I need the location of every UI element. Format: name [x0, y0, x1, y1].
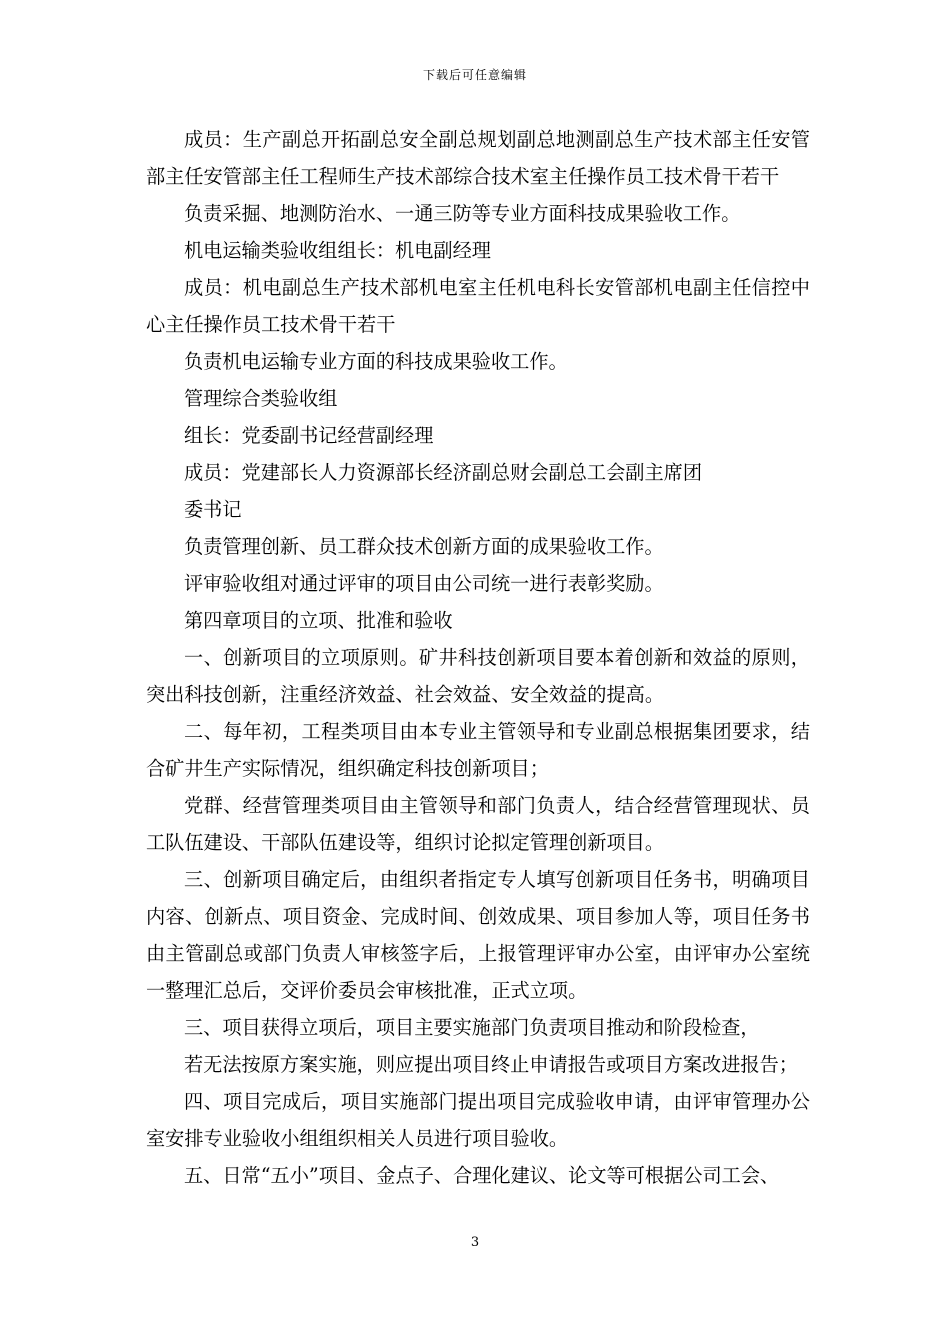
paragraph-party-projects: 党群、经营管理类项目由主管领导和部门负责人，结合经营管理现状、员工队伍建设、干部队伍建设等，组织讨论拟定管理创新项目。 [146, 794, 810, 854]
paragraph-management-leader: 组长：党委副书记经营副经理 [184, 424, 434, 447]
paragraph-item-1: 一、创新项目的立项原则。矿井科技创新项目要本着创新和效益的原则，突出科技创新，注重经济效益、社会效益、安全效益的提高。 [146, 646, 810, 706]
paragraph-award: 评审验收组对通过评审的项目由公司统一进行表彰奖励。 [184, 572, 664, 595]
paragraph-termination: 若无法按原方案实施，则应提出项目终止申请报告或项目方案改进报告； [184, 1053, 798, 1076]
page-number: 3 [470, 1235, 480, 1250]
paragraph-members-production: 成员：生产副总开拓副总安全副总规划副总地测副总生产技术部主任安管部主任安管部主任工程师生产技术部综合技术室主任操作员工技术骨干若干 [146, 128, 810, 188]
paragraph-members-management-cont: 委书记 [184, 498, 242, 521]
paragraph-members-management: 成员：党建部长人力资源部长经济副总财会副总工会副主席团 [184, 461, 703, 484]
paragraph-duty-mech: 负责机电运输专业方面的科技成果验收工作。 [184, 350, 568, 373]
paragraph-item-5: 五、日常“五小”项目、金点子、合理化建议、论文等可根据公司工会、 [184, 1164, 780, 1187]
paragraph-duty-management: 负责管理创新、员工群众技术创新方面的成果验收工作。 [184, 535, 664, 558]
paragraph-mech-group-leader: 机电运输类验收组组长：机电副经理 [184, 239, 491, 262]
paragraph-item-2: 二、每年初，工程类项目由本专业主管领导和专业副总根据集团要求，结合矿井生产实际情况，组织确定科技创新项目； [146, 720, 810, 780]
paragraph-duty-mining: 负责采掘、地测防治水、一通三防等专业方面科技成果验收工作。 [184, 202, 741, 225]
paragraph-members-mech: 成员：机电副总生产技术部机电室主任机电科长安管部机电副主任信控中心主任操作员工技术骨干若干 [146, 276, 810, 336]
document-body [146, 121, 810, 1194]
paragraph-item-3: 三、创新项目确定后，由组织者指定专人填写创新项目任务书，明确项目内容、创新点、项目资金、完成时间、创效成果、项目参加人等，项目任务书由主管副总或部门负责人审核签字后，上报管理评审办公室，由评审办公室统一整理汇总后，交评价委员会审核批准，正式立项。 [146, 868, 810, 1002]
page-header: 下载后可任意编辑 [422, 68, 527, 82]
chapter-heading: 第四章项目的立项、批准和验收 [184, 609, 453, 632]
paragraph-management-group: 管理综合类验收组 [184, 387, 338, 410]
paragraph-item-3b: 三、项目获得立项后，项目主要实施部门负责项目推动和阶段检查， [184, 1016, 760, 1039]
paragraph-item-4: 四、项目完成后，项目实施部门提出项目完成验收申请，由评审管理办公室安排专业验收小组组织相关人员进行项目验收。 [146, 1090, 810, 1150]
